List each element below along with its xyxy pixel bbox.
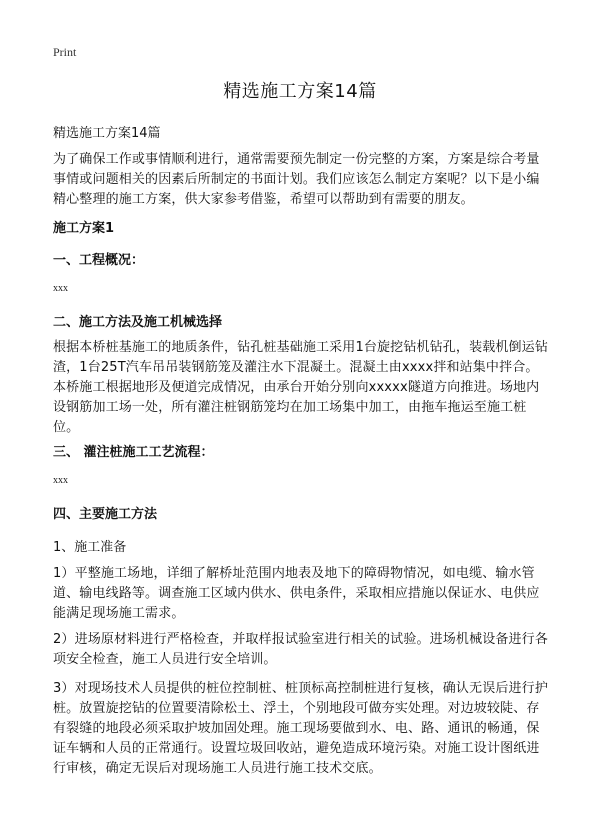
prep-step-1: 1）平整施工场地，详细了解桥址范围内地表及地下的障碍物情况，如电缆、输水管道、输电线路等。调查施工区域内供水、供电条件，采取相应措施以保证水、电供应能满足现场施工需求。 [53, 566, 540, 621]
section-3-heading: 三、 灌注桩施工工艺流程： [53, 445, 214, 460]
section-4-heading: 四、主要施工方法 [53, 507, 158, 522]
prep-step-2: 2）进场原材料进行严格检查，并取样报试验室进行相关的试验。进场机械设备进行各项安全检查，施工人员进行安全培训。 [53, 632, 548, 667]
plan-title: 施工方案1 [53, 221, 115, 236]
section-1-heading: 一、工程概况： [53, 253, 145, 268]
document-subtitle: 精选施工方案14篇 [53, 126, 161, 141]
section-2-paragraph: 根据本桥桩基施工的地质条件，钻孔桩基础施工采用1台旋挖钻机钻孔，装载机倒运钻渣，1台25T汽车吊吊装钢筋笼及灌注水下混凝土。混凝土由xxxx拌和站集中拌合。本桥施工根据地形及便道完成情况，由承台开始分别向xxxxx隧道方向推进。场地内设钢筋加工场一处，所有灌注桩钢筋笼均在加工场集中加工，由拖车拖运至施工桩位。 [53, 340, 548, 435]
section-2-heading: 二、施工方法及施工机械选择 [53, 315, 223, 330]
section-4-sub-heading: 1、施工准备 [53, 540, 127, 555]
intro-paragraph: 为了确保工作或事情顺利进行，通常需要预先制定一份完整的方案，方案是综合考量事情或问题相关的因素后所制定的书面计划。我们应该怎么制定方案呢？以下是小编精心整理的施工方案，供大家参考借鉴，希望可以帮助到有需要的朋友。 [53, 152, 540, 207]
print-link[interactable]: Print [53, 45, 77, 59]
page-title: 精选施工方案14篇 [223, 81, 377, 102]
section-1-text: xxx [53, 283, 68, 294]
prep-step-3: 3）对现场技术人员提供的桩位控制桩、桩顶标高控制桩进行复核，确认无误后进行护桩。放置旋挖钻的位置要清除松土、浮土，个别地段可做夯实处理。对边坡较陡、存有裂缝的地段必须采取护坡加固处理。施工现场要做到水、电、路、通讯的畅通，保证车辆和人员的正常通行。设置垃圾回收站，避免造成环境污染。对施工设计图纸进行审核，确定无误后对现场施工人员进行施工技术交底。 [53, 681, 548, 776]
section-3-text: xxx [53, 475, 68, 486]
